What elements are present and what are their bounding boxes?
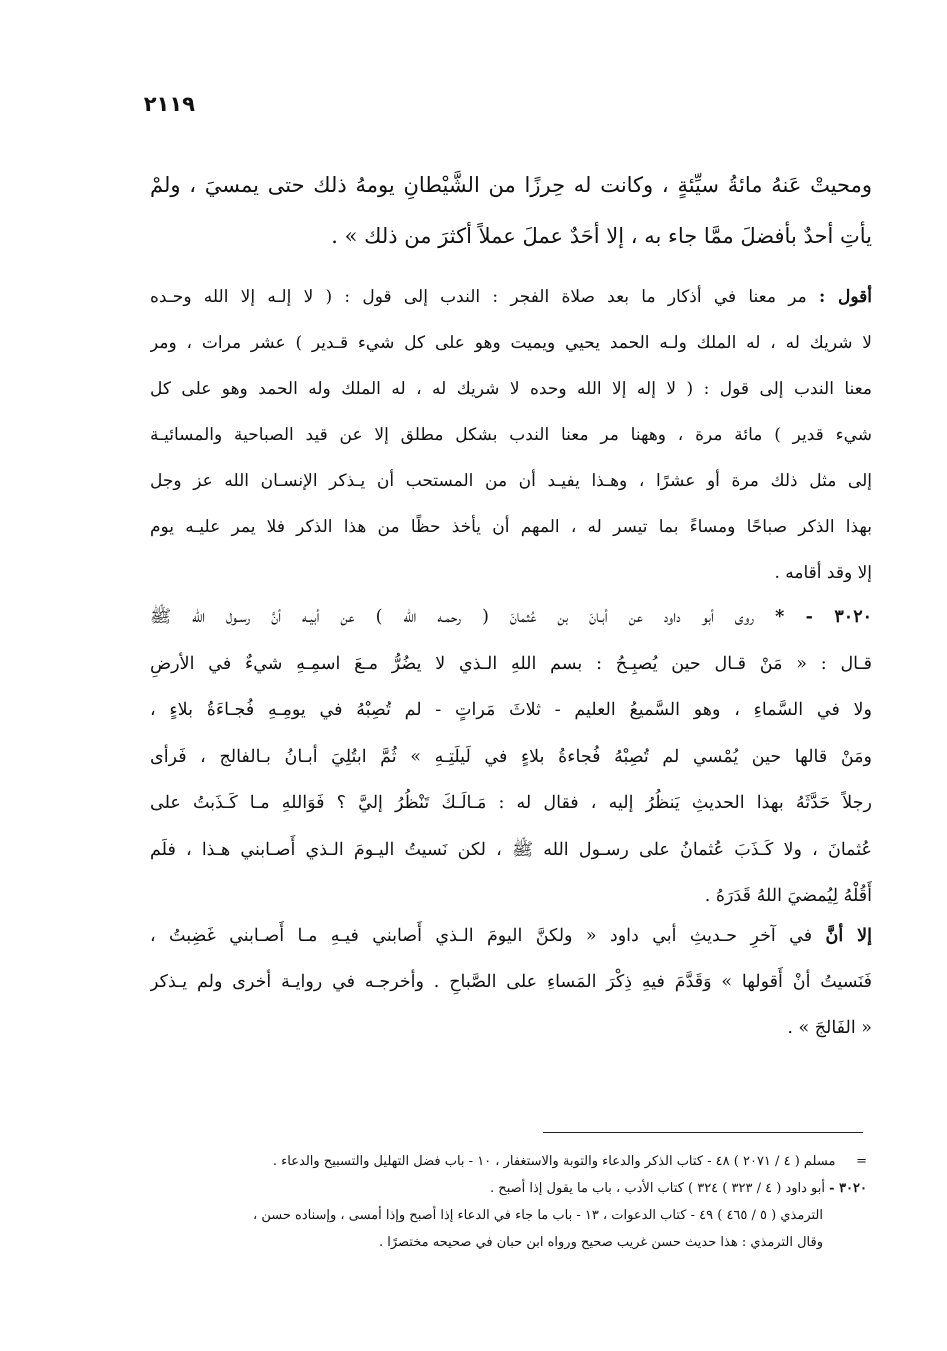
footnote-marker: ٣٠٢٠ -	[829, 1181, 867, 1196]
footnote-divider	[543, 1132, 863, 1133]
footnote-marker: =	[856, 1154, 867, 1169]
text-line: إلا وقد أقامه .	[774, 563, 872, 583]
hadith-paragraph	[150, 594, 872, 920]
text-line	[150, 274, 872, 320]
page-number: ٢١١٩	[143, 92, 195, 116]
text-line	[150, 913, 872, 959]
text-line: ولا في السَّماءِ ، وهو السَّميعُ العليم - ثلاثَ مَراتٍ - لم تُصِبْهُ في يومِـهِ فُجـاءَةُ بلاءٍ ،	[150, 700, 872, 720]
text-line: قـال : « مَنْ قـال حين يُصبِـحُ : بسم اللهِ الـذي لا يضُرُّ مـعَ اسمِـهِ شيءٌ في الأرضِ	[150, 653, 872, 674]
text-line: إلى مثل ذلك مرة أو عشرًا ، وهـذا يفيـد أن من المستحب أن يـذكر الإنسـان الله عز وجل	[150, 471, 872, 491]
text-line	[150, 594, 872, 641]
footnote-line: الترمذي ( ٥ / ٤٦٥ ) ٤٩ - كتاب الدعوات ، ١٣ - باب ما جاء في الدعاء إذا أصبح وإذا أمسى ، وإسناده حسن ،	[253, 1208, 823, 1223]
text-line: رجلاً حَدَّثَهُ بهذا الحديثِ يَنظُرُ إليه ، فقال له : مَـالَـكَ تَنْظُرُ إليَّ ؟ فَوَاللهِ مـا كَـذَبتُ على	[150, 793, 872, 813]
footnote-line: وقال الترمذي : هذا حديث حسن غريب صحيح ورواه ابن حبان في صحيحه مختصرًا .	[378, 1235, 823, 1250]
text-line: شيء قدير ) مائة مرة ، وههنا مر معنا الندب بشكل مطلق إلا عن قيد الصباحية والمسائيـة	[150, 425, 872, 445]
text-line: بهذا الذكر صباحًا ومساءً بما تيسر له ، المهم أن يأخذ حظًا من هذا الذكر فلا يمر عليـه يوم	[150, 517, 872, 537]
text-line: ومَنْ قالها حين يُمْسي لم تُصِبْهُ فُجاءةُ بلاءٍ في لَيلَتِـهِ » ثُمَّ ابتُلِيَ أبـانُ بـالفالج ، فَرأى	[150, 746, 872, 767]
text-line: عُثمانَ ، ولا كَـذَبَ عُثمانُ على رسـول الله ﷺ ، لكن نَسيتُ اليـومَ الـذي أَصـابني هـذا ، فلَم	[150, 839, 872, 860]
text-span: روى أبو داود عن أبـانَ بن عُثمانَ ( رحمـه الله ) عن أبيـه أنَّ رسـول الله ﷺ	[150, 607, 755, 627]
footnote-line	[150, 1175, 867, 1202]
note-paragraph	[150, 913, 872, 1051]
footnotes	[150, 1148, 867, 1256]
commentary-lead: أقول :	[818, 287, 872, 307]
text-span: في آخرِ حـديثِ أبي داود « ولكنَّ اليومَ الـذي أَصابني فيـهِ مـا أَصـابني غَضِبتُ ،	[150, 926, 813, 946]
footnote-line	[150, 1148, 867, 1175]
text-line: فَنَسيتُ أنْ أَقولها » وَقَدَّمَ فيهِ ذِكْرَ المَساءِ على الصَّباحِ . وأخرجـه في روايـة أخرى ولم يـذكر	[150, 972, 872, 992]
note-lead: إلا أنَّ	[825, 926, 872, 946]
footnote-text: أبو داود ( ٤ / ٣٢٣ ) ٣٢٤ ) كتاب الأدب ، باب ما يقول إذا أصبح .	[490, 1181, 825, 1196]
text-line: معنا الندب إلى قول : ( لا إله إلا الله وحده لا شريك له ، له الملك وله الحمد وهو على كل	[150, 379, 872, 399]
text-line: يأتِ أحدٌ بأفضلَ ممَّا جاء به ، إلا أحَدٌ عملَ عملاً أكثرَ من ذلك » .	[331, 224, 872, 248]
footnote-text: مسلم ( ٤ / ٢٠٧١ ) ٤٨ - كتاب الذكر والدعاء والتوبة والاستغفار ، ١٠ - باب فضل التهليل والتسبيح والدعاء .	[272, 1154, 836, 1169]
hadith-number: ٣٠٢٠ - *	[775, 607, 872, 627]
commentary-paragraph	[150, 274, 872, 596]
text-span: مر معنا في أذكار ما بعد صلاة الفجر : الندب إلى قول : ( لا إلـه إلا الله وحـده	[150, 287, 807, 307]
text-line: أَقُلْهُ لِيُمضيَ اللهُ قَدَرَهُ .	[704, 886, 872, 906]
text-line: لا شريك له ، له الملك ولـه الحمد يحيي ويميت وهو على كل شيء قـدير ) عشر مرات ، ومر	[150, 333, 872, 353]
text-line: ومحيتْ عَنهُ مائةُ سيِّئةٍ ، وكانت له حِرزًا من الشَّيْطانِ يومهُ ذلك حتى يمسيَ ، ولمْ	[150, 173, 872, 197]
paragraph-continuation	[150, 160, 872, 262]
text-line: « الفَالجَ » .	[787, 1018, 872, 1038]
